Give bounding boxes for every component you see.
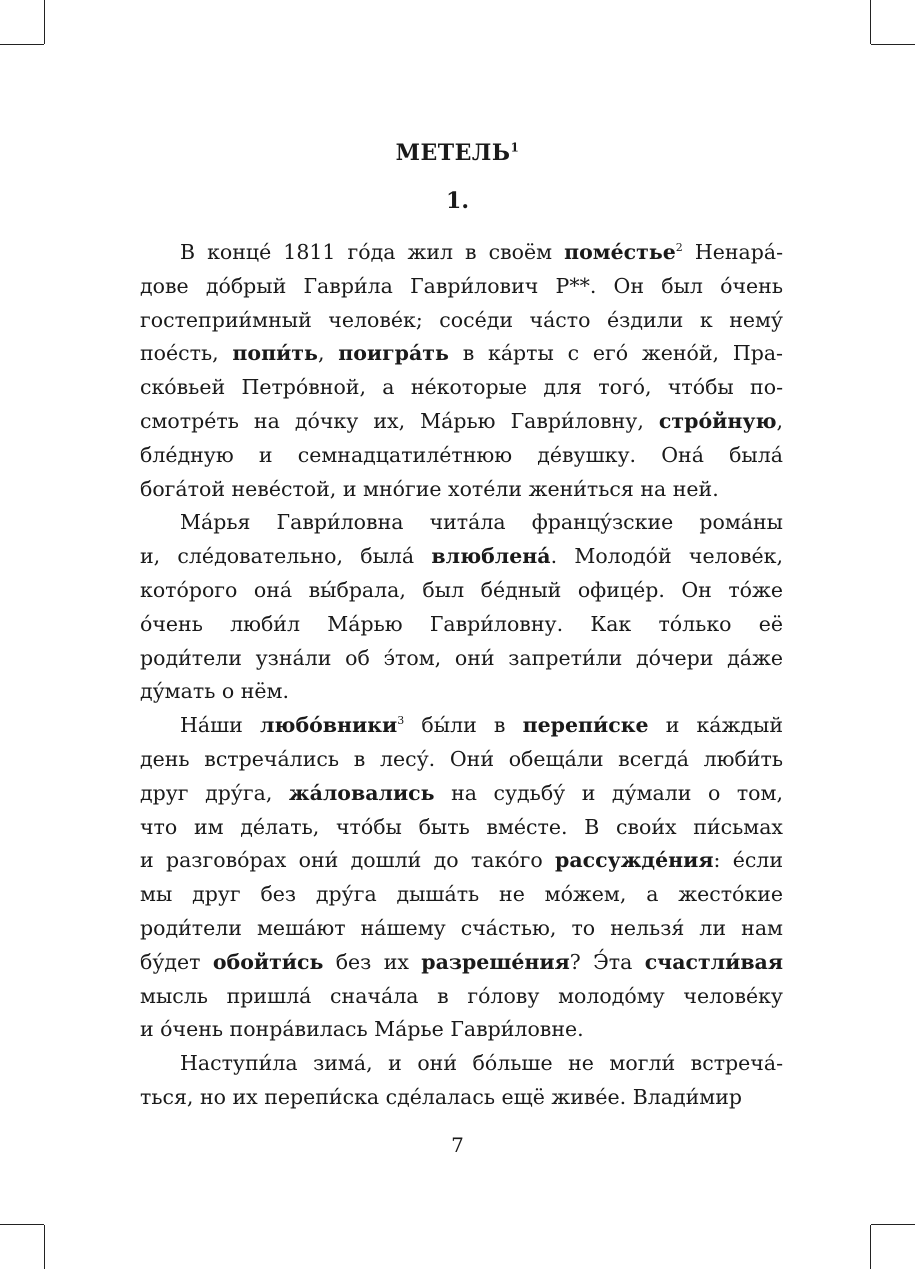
crop-mark-top-left-horizontal — [0, 44, 44, 45]
text-line — [140, 1013, 783, 1047]
text-line — [140, 878, 783, 912]
vocabulary-word: перепи́ске — [522, 713, 649, 738]
text-segment: Наступи́ла зима́, и они́ бо́льше не могли́ встреча́- — [180, 1051, 783, 1076]
text-segment: и ка́ждый — [648, 713, 783, 738]
text-line — [140, 236, 783, 270]
text-segment: Ненара́- — [682, 240, 784, 264]
vocabulary-word: любо́вники — [259, 713, 398, 738]
text-line — [140, 912, 783, 946]
story-text — [140, 236, 783, 1115]
text-line — [140, 608, 783, 642]
text-line — [140, 304, 783, 338]
crop-mark-bottom-left-horizontal — [0, 1224, 44, 1225]
text-segment: друг дру́га, — [140, 780, 289, 805]
text-line — [140, 574, 783, 608]
vocabulary-word: поигра́ть — [338, 341, 449, 366]
text-segment: день встреча́лись в лесу́. Они́ обеща́ли всегда́ люби́ть — [140, 746, 783, 771]
vocabulary-word: жа́ловались — [288, 780, 435, 805]
text-segment: , — [317, 341, 339, 366]
text-segment: роди́тели меша́ют на́шему сча́стью, то нельзя́ ли нам — [140, 915, 783, 940]
title-footnote-marker: 1 — [510, 140, 520, 155]
vocabulary-word: разреше́ния — [421, 949, 570, 974]
text-line — [140, 946, 783, 980]
text-segment: : е́сли — [713, 848, 783, 873]
vocabulary-word: стро́йную — [658, 408, 777, 433]
text-segment: роди́тели узна́ли об э́том, они́ запрети́ли до́чери да́же — [140, 645, 783, 670]
text-segment: мы друг без дру́га дыша́ть не мо́жем, а жесто́кие — [140, 882, 783, 907]
crop-mark-top-right-horizontal — [871, 44, 915, 45]
vocabulary-word: счастли́вая — [644, 949, 783, 974]
text-segment: ду́мать о нём. — [140, 679, 289, 704]
text-segment: на судьбу́ и ду́мали о том, — [434, 780, 783, 805]
vocabulary-word: обойти́сь — [212, 949, 324, 974]
text-segment: о́чень люби́л Ма́рью Гаври́ловну. Как то́лько её — [140, 611, 783, 636]
crop-mark-top-left-vertical — [44, 0, 45, 44]
text-segment: кото́рого она́ вы́брала, был бе́дный офице́р. Он то́же — [140, 577, 783, 602]
page-number: 7 — [451, 1133, 464, 1157]
text-segment: дове до́брый Гаври́ла Гаври́лович Р**. Он был о́чень — [140, 273, 783, 298]
text-segment: бы́ли в — [404, 713, 523, 738]
page-title — [0, 140, 915, 166]
text-line — [140, 371, 783, 405]
crop-mark-bottom-right-vertical — [870, 1225, 871, 1269]
text-segment: бу́дет — [140, 949, 213, 974]
text-segment: ться, но их перепи́ска сде́лалась ещё живе́е. Влади́мир — [140, 1084, 743, 1109]
text-line — [140, 811, 783, 845]
text-segment: бле́дную и семнадцатиле́тнюю де́вушку. Она́ была́ — [140, 442, 783, 467]
text-line — [140, 675, 783, 709]
text-line — [140, 1047, 783, 1081]
text-segment: без их — [323, 949, 422, 974]
vocabulary-word: влюблена́ — [431, 544, 551, 569]
text-segment: пое́сть, — [140, 341, 233, 366]
text-segment: что им де́лать, что́бы быть вме́сте. В свои́х пи́сьмах — [140, 814, 783, 839]
text-segment: ? Э́та — [569, 949, 645, 974]
text-segment: ско́вьей Петро́вной, а не́которые для того́, что́бы по- — [140, 375, 783, 400]
text-segment: мысль пришла́ снача́ла в го́лову молодо́му челове́ку — [140, 983, 783, 1008]
text-line — [140, 1081, 783, 1115]
footnote-marker: 3 — [397, 714, 405, 728]
title-text: МЕТЕЛЬ — [395, 140, 511, 166]
crop-mark-bottom-left-vertical — [44, 1225, 45, 1269]
footnote-marker: 2 — [675, 241, 683, 255]
text-segment: бога́той неве́стой, и мно́гие хоте́ли жени́ться на ней. — [140, 476, 719, 501]
crop-mark-top-right-vertical — [870, 0, 871, 44]
text-segment: и разгово́рах они́ дошли́ до тако́го — [140, 848, 556, 873]
text-segment: и о́чень понра́вилась Ма́рье Гаври́ловне. — [140, 1017, 584, 1042]
text-line — [140, 642, 783, 676]
text-line — [140, 439, 783, 473]
text-line — [140, 777, 783, 811]
text-segment: Ма́рья Гаври́ловна чита́ла францу́зские рома́ны — [180, 510, 783, 535]
text-segment: , — [776, 408, 783, 433]
text-line — [140, 709, 783, 743]
text-segment: и, сле́довательно, была́ — [140, 544, 432, 569]
text-segment: В конце́ 1811 го́да жил в своём — [180, 240, 565, 264]
crop-mark-bottom-right-horizontal — [871, 1224, 915, 1225]
text-line — [140, 405, 783, 439]
chapter-number: 1. — [446, 188, 469, 214]
text-line — [140, 337, 783, 371]
text-line — [140, 270, 783, 304]
text-line — [140, 980, 783, 1014]
text-line — [140, 743, 783, 777]
text-line — [140, 473, 783, 507]
vocabulary-word: поме́стье — [564, 240, 676, 264]
text-segment: смотре́ть на до́чку их, Ма́рью Гаври́ловну, — [140, 408, 659, 433]
text-line — [140, 540, 783, 574]
text-segment: . Молодо́й челове́к, — [550, 544, 783, 569]
text-line — [140, 506, 783, 540]
text-segment: На́ши — [180, 713, 260, 738]
vocabulary-word: попи́ть — [232, 341, 318, 366]
text-segment: в ка́рты с его́ жено́й, Пра- — [448, 341, 783, 366]
text-line — [140, 844, 783, 878]
vocabulary-word: рассужде́ния — [555, 848, 714, 873]
text-segment: гостеприи́мный челове́к; сосе́ди ча́сто е́здили к нему́ — [140, 307, 783, 332]
